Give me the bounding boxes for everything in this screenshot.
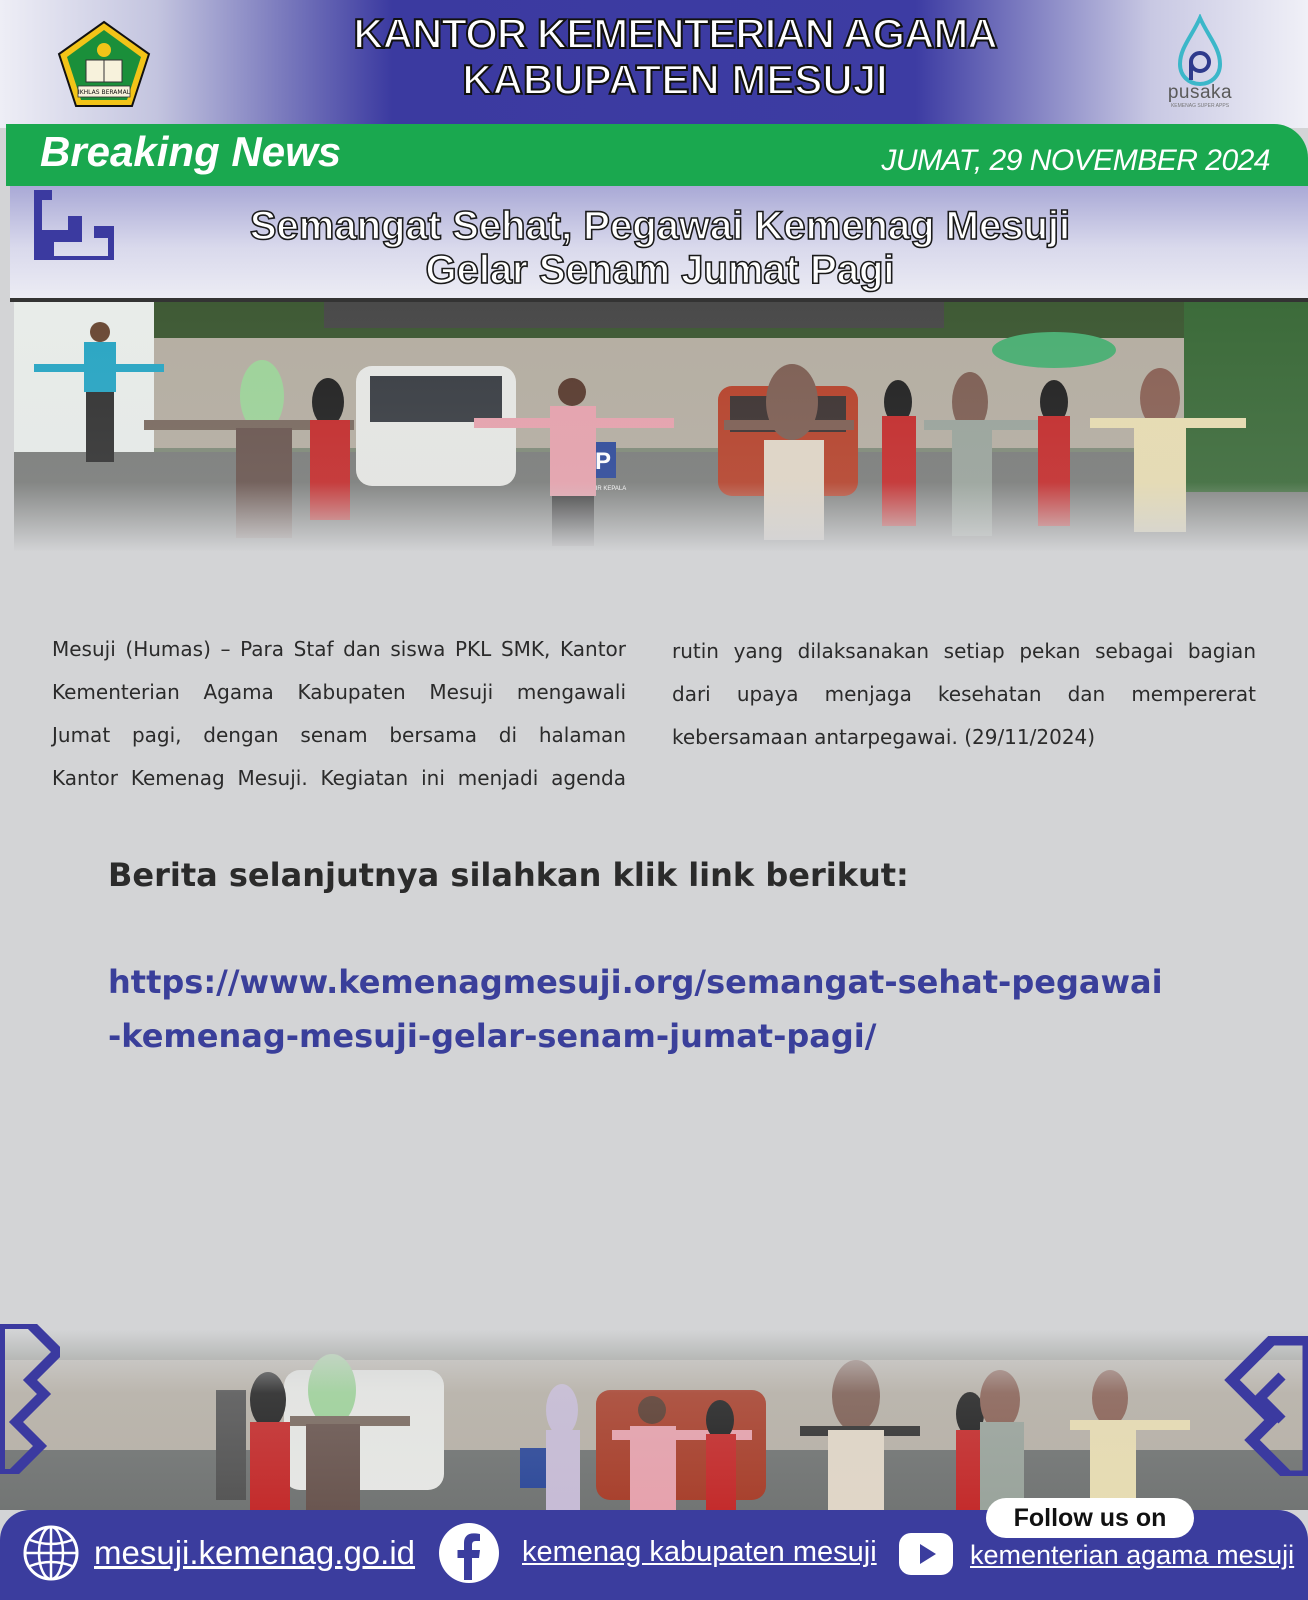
article-line: Kantor Kemenag Mesuji. Kegiatan ini menjadi agenda xyxy=(52,766,626,790)
exercise-photo-bottom xyxy=(0,1330,1308,1510)
article-column-left xyxy=(52,628,626,800)
article-line: dari upaya menjaga kesehatan dan mempererat xyxy=(672,682,1256,706)
ornament-icon xyxy=(28,186,118,262)
office-subtitle: KABUPATEN MESUJI xyxy=(462,56,888,103)
globe-icon xyxy=(22,1524,80,1582)
ornament-icon xyxy=(0,1324,60,1474)
article-link-line-1[interactable]: https://www.kemenagmesuji.org/semangat-sehat-pegawai xyxy=(108,963,1163,1001)
app-brand: pusaka xyxy=(1167,82,1233,103)
youtube-icon[interactable] xyxy=(898,1532,954,1576)
app-tagline: KEMENAG SUPER APPS xyxy=(1170,103,1230,109)
youtube-link[interactable]: kementerian agama mesuji xyxy=(970,1540,1295,1570)
article-line: kebersamaan antarpegawai. (29/11/2024) xyxy=(672,725,1096,749)
article-line: Jumat pagi, dengan senam bersama di halaman xyxy=(52,723,626,747)
website-link[interactable]: mesuji.kemenag.go.id xyxy=(94,1534,416,1571)
headline-line-2: Gelar Senam Jumat Pagi xyxy=(425,248,895,292)
article-line: Kementerian Agama Kabupaten Mesuji mengawali xyxy=(52,680,626,704)
facebook-icon[interactable] xyxy=(438,1522,500,1584)
article-line: Mesuji (Humas) – Para Staf dan siswa PKL SMK, Kantor xyxy=(52,637,626,661)
article-column-right xyxy=(672,630,1256,759)
article-line: rutin yang dilaksanakan setiap pekan sebagai bagian xyxy=(672,639,1256,663)
emblem-text: IKHLAS BERAMAL xyxy=(77,89,131,96)
facebook-link[interactable]: kemenag kabupaten mesuji xyxy=(522,1536,877,1568)
office-title: KANTOR KEMENTERIAN AGAMA xyxy=(353,10,997,57)
breaking-news-label: Breaking News xyxy=(40,128,342,175)
article-link-line-2[interactable]: -kemenag-mesuji-gelar-senam-jumat-pagi/ xyxy=(108,1017,877,1055)
headline-line-1: Semangat Sehat, Pegawai Kemenag Mesuji xyxy=(249,204,1071,248)
next-news-label: Berita selanjutnya silahkan klik link berikut: xyxy=(108,856,909,894)
follow-us-label: Follow us on xyxy=(986,1498,1194,1538)
ornament-icon xyxy=(1212,1336,1308,1476)
kemenag-emblem-icon xyxy=(56,20,152,110)
exercise-photo-top xyxy=(14,302,1308,552)
news-date: JUMAT, 29 NOVEMBER 2024 xyxy=(881,144,1270,177)
